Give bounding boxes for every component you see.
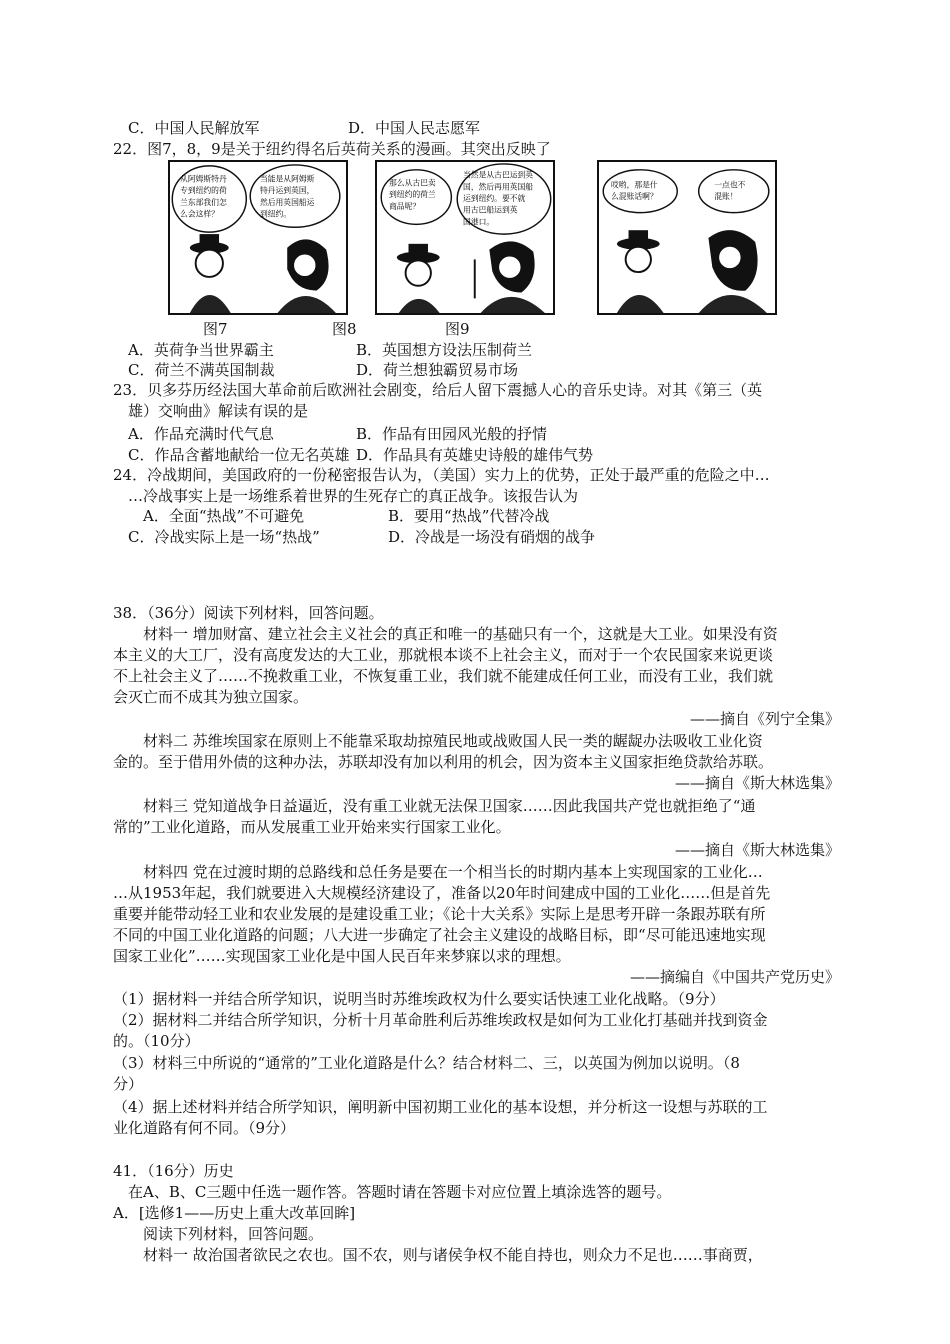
q38-m2-line-1: 材料二 苏维埃国家在原则上不能靠采取劫掠殖民地或战败国人民一类的龌龊办法吸收工业化资 bbox=[143, 732, 763, 750]
cartoon-figure-9 bbox=[597, 160, 777, 315]
q41-instruction: 在A、B、C三题中任选一题作答。答题时请在答题卡对应位置上填涂选答的题号。 bbox=[128, 1183, 672, 1201]
q38-question-2-line-2: 的。（10分） bbox=[113, 1032, 200, 1050]
q24-stem-line-2: …冷战事实上是一场维系着世界的生死存亡的真正战争。该报告认为 bbox=[128, 487, 579, 505]
q38-question-4-line-2: 业化道路有何不同。（9分） bbox=[113, 1119, 296, 1137]
q24-stem-line-1: 24．冷战期间，美国政府的一份秘密报告认为，（美国）实力上的优势，正处于最严重的危险之中… bbox=[113, 466, 770, 484]
q41-material-1: 材料一 故治国者欲民之农也。国不农，则与诸侯争权不能自持也，则众力不足也……事商贾， bbox=[143, 1246, 763, 1264]
c8-right-line-1: 当然是从古巴运到英 bbox=[463, 170, 534, 180]
q38-m4-line-4: 不同的中国工业化道路的问题；八大进一步确定了社会主义建设的战略目标，即“尽可能迅速地实现 bbox=[113, 926, 766, 944]
c9-right-line-1: 一点也不 bbox=[714, 180, 746, 190]
q22-option-c: C．荷兰不满英国制裁 bbox=[128, 361, 275, 379]
q38-m1-line-1: 材料一 增加财富、建立社会主义社会的真正和唯一的基础只有一个，这就是大工业。如果没有资 bbox=[143, 625, 778, 643]
c8-left-line-3: 商品呢？ bbox=[389, 201, 421, 211]
q38-m4-line-2: …从1953年起，我们就要进入大规模经济建设了，准备以20年时间建成中国的工业化……但是首先 bbox=[113, 884, 771, 902]
cartoon-7-drawing bbox=[170, 162, 346, 313]
q21-option-d: D．中国人民志愿军 bbox=[348, 119, 481, 137]
c7-left-line-3: 兰东部我们怎 bbox=[180, 197, 227, 207]
q38-m3-line-2: 常的”工业化道路，而从发展重工业开始来实行国家工业化。 bbox=[113, 818, 511, 836]
cartoon-8-drawing bbox=[377, 162, 553, 313]
q38-question-3-line-2: 分） bbox=[113, 1075, 144, 1093]
q23-option-c: C．作品含蓄地献给一位无名英雄 bbox=[128, 446, 350, 464]
c9-left-line-1: 哎哟，那是什 bbox=[611, 180, 658, 190]
q38-question-1: （1）据材料一并结合所学知识，说明当时苏维埃政权为什么要实话快速工业化战略。（9分） bbox=[113, 990, 725, 1008]
q24-option-d: D．冷战是一场没有硝烟的战争 bbox=[388, 528, 596, 546]
q38-m4-line-1: 材料四 党在过渡时期的总路线和总任务是要在一个相当长的时期内基本上实现国家的工业化… bbox=[143, 863, 763, 881]
q38-m2-line-2: 金的。至于借用外债的这种办法，苏联却没有加以利用的机会，因为资本主义国家拒绝贷款给苏联。 bbox=[113, 753, 774, 771]
q38-question-2-line-1: （2）据材料二并结合所学知识，分析十月革命胜利后苏维埃政权是如何为工业化打基础并找到资金 bbox=[113, 1011, 768, 1029]
c8-right-line-4: 用古巴船运到英 bbox=[463, 205, 518, 215]
c7-right-line-1: 当能是从阿姆斯 bbox=[259, 174, 315, 184]
q38-m4-line-5: 国家工业化”……实现国家工业化是中国人民百年来梦寐以求的理想。 bbox=[113, 947, 571, 965]
c8-left-line-2: 到纽约的荷兰 bbox=[389, 190, 436, 200]
c7-left-line-1: 从阿姆斯特丹 bbox=[180, 174, 227, 184]
q22-option-b: B．英国想方设法压制荷兰 bbox=[356, 341, 533, 359]
q38-m1-line-2: 本主义的大工厂，没有高度发达的大工业，那就根本谈不上社会主义，而对于一个农民国家来说更谈 bbox=[113, 646, 774, 664]
q38-question-3-line-1: （3）材料三中所说的“通常的”工业化道路是什么？结合材料二、三，以英国为例加以说明。（8 bbox=[113, 1054, 740, 1072]
c7-left-line-4: 么会这样？ bbox=[180, 209, 219, 219]
q38-m4-line-3: 重要并能带动轻工业和农业发展的是建设重工业；《论十大关系》实际上是思考开辟一条跟苏联有所 bbox=[113, 905, 766, 923]
q21-option-c: C．中国人民解放军 bbox=[128, 119, 260, 137]
c7-right-line-4: 到纽约。 bbox=[259, 209, 292, 219]
q38-m1-source: ——摘自《列宁全集》 bbox=[689, 710, 840, 728]
q38-m2-source: ——摘自《斯大林选集》 bbox=[674, 774, 840, 792]
caption-figure-9: 图9 bbox=[445, 320, 470, 338]
cartoon-figure-7 bbox=[168, 160, 348, 315]
q22-stem: 22．图7，8，9是关于纽约得名后英荷关系的漫画。其突出反映了 bbox=[113, 140, 551, 158]
q38-m3-source: ——摘自《斯大林选集》 bbox=[674, 841, 840, 859]
caption-figure-7: 图7 bbox=[203, 320, 228, 338]
c8-right-line-3: 运到纽约。要不就 bbox=[463, 193, 526, 203]
q23-stem-line-1: 23．贝多芬历经法国大革命前后欧洲社会剧变，给后人留下震撼人心的音乐史诗。对其《第三（英 bbox=[113, 381, 763, 399]
c7-right-line-2: 特丹运到英国， bbox=[259, 186, 315, 196]
q38-m1-line-3: 不上社会主义了……不挽救重工业，不恢复重工业，我们就不能建成任何工业，而没有工业，我们就 bbox=[113, 667, 774, 685]
c8-right-line-5: 国港口。 bbox=[463, 217, 495, 227]
q38-m3-line-1: 材料三 党知道战争日益逼近，没有重工业就无法保卫国家……因此我国共产党也就拒绝了“通 bbox=[143, 797, 756, 815]
c7-right-line-3: 然后用英国船运 bbox=[259, 197, 315, 207]
caption-figure-8: 图8 bbox=[332, 320, 357, 338]
cartoon-9-drawing bbox=[599, 162, 775, 313]
q23-option-b: B．作品有田园风光般的抒情 bbox=[356, 425, 548, 443]
q41-read-instruction: 阅读下列材料，回答问题。 bbox=[143, 1225, 324, 1243]
q38-header: 38．（36分）阅读下列材料，回答问题。 bbox=[113, 604, 384, 622]
c9-right-line-2: 混账！ bbox=[714, 192, 738, 202]
q41-header: 41．（16分）历史 bbox=[113, 1162, 234, 1180]
q23-option-a: A．作品充满时代气息 bbox=[128, 425, 274, 443]
q38-m4-source: ——摘编自《中国共产党历史》 bbox=[629, 968, 840, 986]
q23-option-d: D．作品具有英雄史诗般的雄伟气势 bbox=[356, 446, 594, 464]
q41-section-a-title: A．[选修1——历史上重大改革回眸] bbox=[113, 1204, 356, 1222]
q22-option-d: D．荷兰想独霸贸易市场 bbox=[356, 361, 519, 379]
c8-left-line-1: 那么从古巴卖 bbox=[389, 178, 436, 188]
cartoon-figure-8 bbox=[375, 160, 555, 315]
q23-stem-line-2: 雄）交响曲》解读有误的是 bbox=[128, 402, 309, 420]
c9-left-line-2: 么混账话啊？ bbox=[611, 192, 658, 202]
q24-option-b: B．要用“热战”代替冷战 bbox=[388, 507, 550, 525]
c8-right-line-2: 国，然后再用英国船 bbox=[463, 182, 534, 192]
q24-option-a: A．全面“热战”不可避免 bbox=[143, 507, 305, 525]
c7-left-line-2: 专到纽约的荷 bbox=[180, 186, 227, 196]
q24-option-c: C．冷战实际上是一场“热战” bbox=[128, 528, 320, 546]
q38-m1-line-4: 会灭亡而不成其为独立国家。 bbox=[113, 688, 309, 706]
q22-option-a: A．英荷争当世界霸主 bbox=[128, 341, 274, 359]
q38-question-4-line-1: （4）据上述材料并结合所学知识，阐明新中国初期工业化的基本设想，并分析这一设想与苏联的工 bbox=[113, 1098, 768, 1116]
